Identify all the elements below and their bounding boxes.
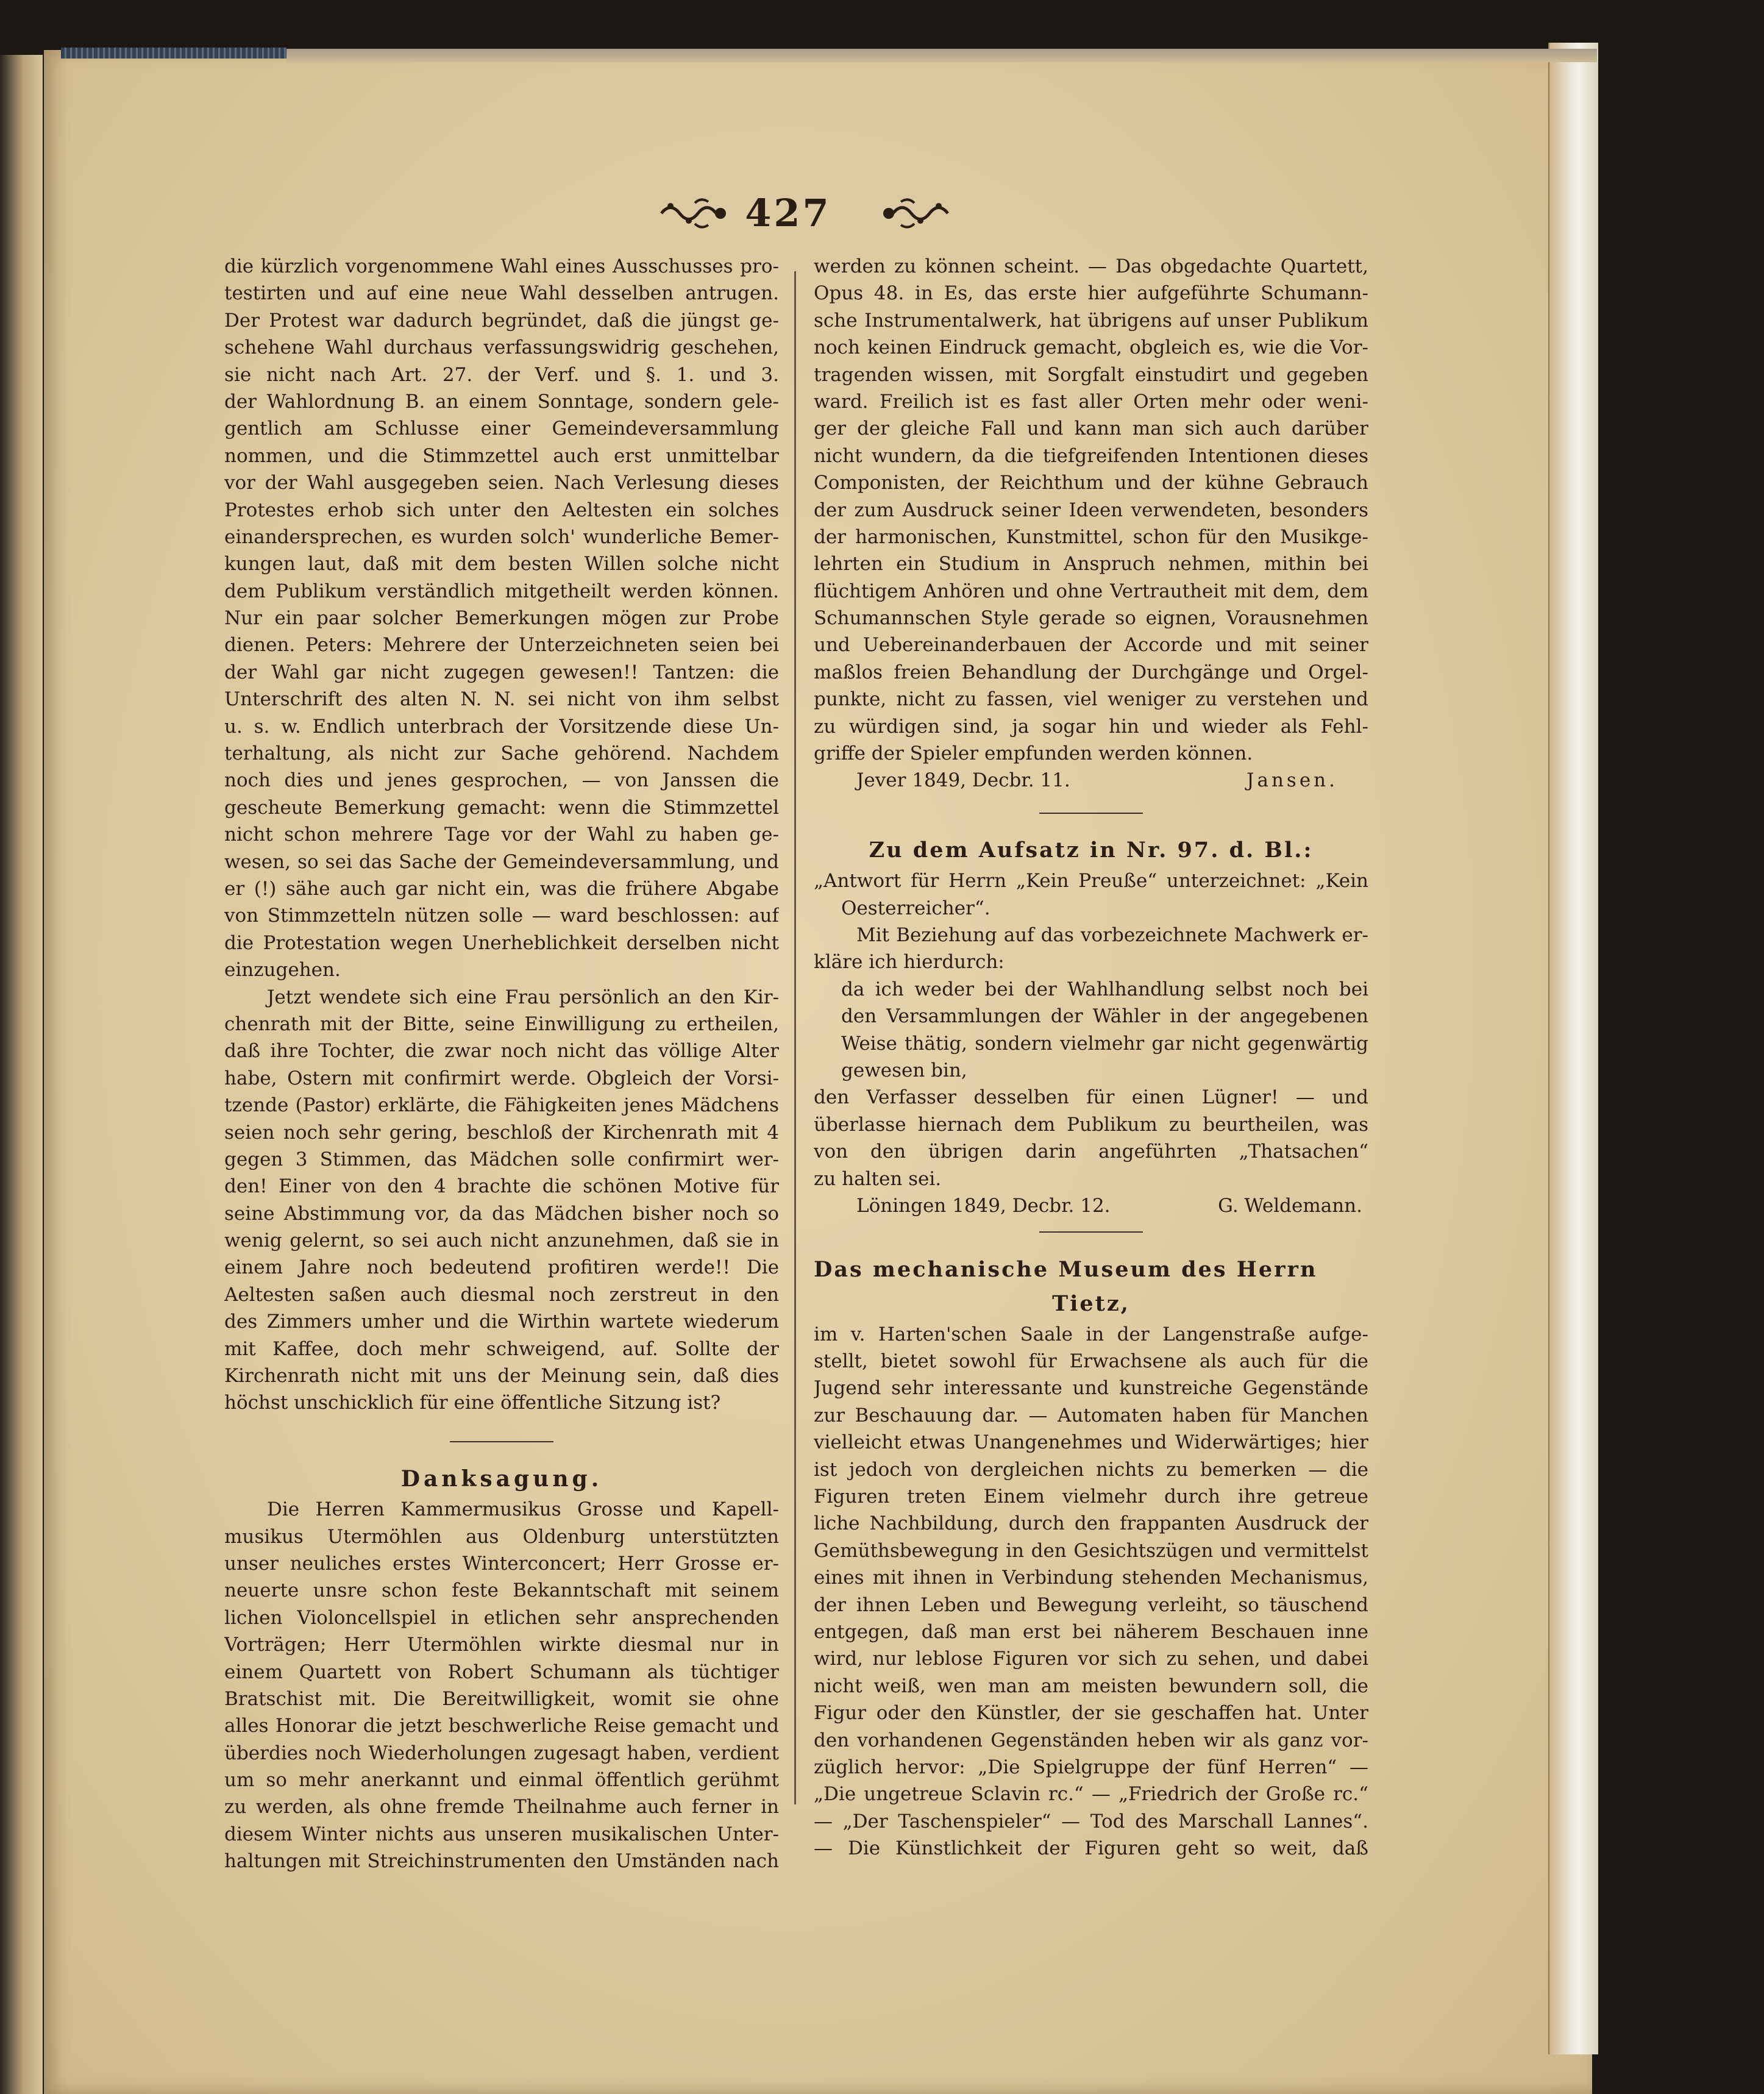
text-line: Figur oder den Künstler, der sie geschaffen hat. Unter [814, 1702, 1368, 1725]
text-line: den Versammlungen der Wähler in der angegebenen [841, 1005, 1368, 1028]
text-line: schehene Wahl durchaus verfassungswidrig geschehen, [224, 337, 779, 359]
ornament-right-icon [881, 196, 951, 231]
text-line: Jugend sehr interessante und kunstreiche Gegenstände [814, 1377, 1368, 1400]
text-line: dienen. Peters: Mehrere der Unterzeichneten seien bei [224, 634, 779, 657]
text-line: maßlos freien Behandlung der Durchgänge und Orgel- [814, 661, 1368, 683]
text-line: wesen, so sei das Sache der Gemeindeversammlung, und [224, 850, 779, 873]
page-number: 427 [745, 191, 831, 235]
text-line: — „Der Taschenspieler“ — Tod des Marschall Lannes“. [814, 1810, 1368, 1832]
text-line: zur Beschauung dar. — Automaten haben für Manchen [814, 1404, 1368, 1426]
text-line: der harmonischen, Kunstmittel, schon für den Musikge- [814, 525, 1368, 548]
text-line: der Wahl gar nicht zugegen gewesen!! Tantzen: die [224, 661, 779, 683]
text-line: gewesen bin, [841, 1059, 967, 1081]
signature-line [814, 1192, 1368, 1219]
author-name: Jansen. [1247, 769, 1338, 792]
text-line: habe, Ostern mit confirmirt werde. Obgleich der Vorsi- [224, 1067, 779, 1089]
text-line: Vorträgen; Herr Utermöhlen wirkte diesmal nur in [224, 1634, 779, 1656]
text-line: Protestes erhob sich unter den Aeltesten ein solches [224, 499, 779, 521]
text-line: testirten und auf eine neue Wahl desselben antrugen. [224, 282, 779, 305]
text-line: „Die ungetreue Sclavin rc.“ — „Friedrich der Große rc.“ [814, 1783, 1368, 1806]
text-line: Der Protest war dadurch begründet, daß die jüngst ge- [224, 309, 779, 332]
text-line: terhaltung, als nicht zur Sache gehörend. Nachdem [224, 743, 779, 765]
text-line: gescheute Bemerkung gemacht: wenn die Stimmzettel [224, 796, 779, 819]
article-paragraph [224, 984, 779, 1417]
section-divider [814, 1219, 1368, 1246]
text-line: einzugehen. [224, 959, 341, 981]
text-line: seien noch sehr gering, beschloß der Kirchenrath mit 4 [224, 1121, 779, 1144]
reply-heading: Zu dem Aufsatz in Nr. 97. d. Bl.: [869, 838, 1314, 863]
text-line: zu würdigen sind, ja sogar hin und wieder als Fehl- [814, 715, 1368, 738]
text-line: vor der Wahl ausgegeben seien. Nach Verlesung dieses [224, 472, 779, 494]
text-line: dem Publikum verständlich mitgetheilt werden können. [224, 580, 779, 602]
text-line: sie nicht nach Art. 27. der Verf. und §. 1. und 3. [224, 363, 779, 386]
text-line: von Stimmzetteln nützen solle — ward beschlossen: auf [224, 905, 779, 927]
text-line: noch keinen Eindruck gemacht, obgleich es, wie die Vor- [814, 337, 1368, 359]
text-line: musikus Utermöhlen aus Oldenburg unterstützten [224, 1525, 779, 1548]
place-date: Löningen 1849, Decbr. 12. [856, 1194, 1111, 1217]
author-name: G. Weldemann. [1218, 1194, 1362, 1217]
text-line: ist jedoch von dergleichen nichts zu bemerken — die [814, 1458, 1368, 1481]
text-line: sche Instrumentalwerk, hat übrigens auf unser Publikum [814, 309, 1368, 332]
text-line: lichen Violoncellspiel in etlichen sehr ansprechenden [224, 1606, 779, 1629]
text-line: alles Honorar die jetzt beschwerliche Reise gemacht und [224, 1715, 779, 1737]
text-line: vielleicht etwas Unangenehmes und Widerwärtiges; hier [814, 1431, 1368, 1454]
danksagung-heading: Danksagung. [400, 1466, 603, 1492]
text-line: punkte, nicht zu fassen, viel weniger zu verstehen und [814, 688, 1368, 711]
reply-closing [814, 1084, 1368, 1192]
text-line: einandersprechen, es wurden solch' wunderliche Bemer- [224, 525, 779, 548]
section-divider [814, 800, 1368, 827]
place-date: Jever 1849, Decbr. 11. [856, 769, 1070, 792]
column-divider [794, 271, 796, 1804]
text-line: stellt, bietet sowohl für Erwachsene als auch für die [814, 1350, 1368, 1373]
text-line: überlasse hiernach dem Publikum zu beurtheilen, was [814, 1113, 1368, 1136]
text-line: des Zimmers umher und die Wirthin wartete wiederum [224, 1311, 779, 1333]
text-line: chenrath mit der Bitte, seine Einwilligung zu ertheilen, [224, 1013, 779, 1035]
text-line: daß ihre Tochter, die zwar noch nicht das völlige Alter [224, 1040, 779, 1063]
text-line: und Uebereinanderbauen der Accorde und mit seiner [814, 634, 1368, 657]
text-line: einem Quartett von Robert Schumann als tüchtiger [224, 1661, 779, 1683]
text-line: Gemüthsbewegung in den Gesichtszügen und vermittelst [814, 1539, 1368, 1562]
text-line: neuerte unsre schon feste Bekanntschaft mit seinem [224, 1579, 779, 1602]
text-line: kläre ich hierdurch: [814, 951, 1005, 974]
reply-intro [814, 922, 1368, 976]
reply-quote [814, 867, 1368, 922]
text-line: den Verfasser desselben für einen Lügner! — und [814, 1086, 1368, 1109]
text-line: der ihnen Leben und Bewegung verleiht, so täuschend [814, 1594, 1368, 1616]
binding-strip [61, 48, 286, 59]
text-line: im v. Harten'schen Saale in der Langenstraße aufge- [814, 1323, 1368, 1345]
text-line: Kirchenrath nicht mit uns der Meinung sein, daß dies [224, 1365, 779, 1387]
text-line: eines mit ihnen in Verbindung stehenden Mechanismus, [814, 1567, 1368, 1589]
text-line: überdies noch Wiederholungen zugesagt haben, verdient [224, 1742, 779, 1764]
museum-text [814, 1321, 1368, 1862]
museum-heading: Das mechanische Museum des Herrn [814, 1256, 1318, 1282]
text-line: der Wahlordnung B. an einem Sonntage, sondern gele- [224, 390, 779, 413]
right-column [814, 253, 1368, 1862]
text-line: Opus 48. in Es, das erste hier aufgeführte Schumann- [814, 282, 1368, 305]
text-line: gentlich am Schlusse einer Gemeindeversammlung [224, 418, 779, 440]
text-line: lehrten ein Studium in Anspruch nehmen, mithin bei [814, 553, 1368, 575]
text-line: er (!) sähe auch gar nicht ein, was die frühere Abgabe [224, 877, 779, 900]
museum-heading-line2: Tietz, [1052, 1291, 1130, 1316]
text-line: da ich weder bei der Wahlhandlung selbst noch bei [841, 978, 1368, 1000]
text-line: unser neuliches erstes Winterconcert; Herr Grosse er- [224, 1552, 779, 1575]
text-line: u. s. w. Endlich unterbrach der Vorsitzende diese Un- [224, 715, 779, 738]
text-line: Figuren treten Einem vielmehr durch ihre getreue [814, 1486, 1368, 1508]
text-line: Weise thätig, sondern vielmehr gar nicht gegenwärtig [841, 1032, 1368, 1055]
text-line: werden zu können scheint. — Das obgedachte Quartett, [814, 255, 1368, 277]
text-line: der zum Ausdruck seiner Ideen verwendeten, besonders [814, 499, 1368, 521]
text-line: diesem Winter nichts aus unseren musikalischen Unter- [224, 1823, 779, 1845]
text-line: mit Kaffee, doch mehr schweigend, auf. Sollte der [224, 1337, 779, 1360]
text-line: züglich hervor: „Die Spielgruppe der fünf Herren“ — [814, 1756, 1368, 1778]
text-line: nicht schon mehrere Tage vor der Wahl zu haben ge- [224, 824, 779, 846]
text-line: um so mehr anerkannt und einmal öffentlich gerühmt [224, 1769, 779, 1792]
text-line: Aeltesten saßen auch diesmal noch zerstreut in den [224, 1283, 779, 1306]
text-line: die Protestation wegen Unerheblichkeit derselben nicht [224, 931, 779, 954]
article-paragraph [814, 253, 1368, 767]
text-line: entgegen, daß man erst bei näherem Beschauen inne [814, 1620, 1368, 1643]
text-line: tzende (Pastor) erklärte, die Fähigkeiten jenes Mädchens [224, 1094, 779, 1117]
text-line: — Die Künstlichkeit der Figuren geht so weit, daß [814, 1837, 1368, 1860]
left-column [224, 253, 779, 1875]
text-line: flüchtigem Anhören und ohne Vertrautheit mit dem, dem [814, 580, 1368, 602]
text-line: Schumannschen Style gerade so eignen, Vorausnehmen [814, 607, 1368, 630]
text-line: wird, nur leblose Figuren vor sich zu sehen, und dabei [814, 1648, 1368, 1670]
text-line: seine Abstimmung vor, da das Mädchen bisher noch so [224, 1202, 779, 1225]
text-line: Nur ein paar solcher Bemerkungen mögen zur Probe [224, 607, 779, 630]
section-divider [224, 1429, 779, 1456]
text-line: Die Herren Kammermusikus Grosse und Kapell- [267, 1498, 779, 1521]
text-line: nicht wundern, da die tiefgreifenden Intentionen dieses [814, 444, 1368, 467]
ornament-left-icon [658, 196, 728, 231]
text-line: kungen laut, daß mit dem besten Willen solche nicht [224, 553, 779, 575]
text-line: ger der gleiche Fall und kann man sich auch darüber [814, 418, 1368, 440]
text-line: tragenden wissen, mit Sorgfalt einstudirt und gegeben [814, 363, 1368, 386]
text-line: haltungen mit Streichinstrumenten den Umständen nach [224, 1850, 779, 1873]
text-line: ward. Freilich ist es fast aller Orten mehr oder weni- [814, 390, 1368, 413]
text-line: nicht weiß, wen man am meisten bewundern soll, die [814, 1675, 1368, 1697]
text-line: Componisten, der Reichthum und der kühne Gebrauch [814, 472, 1368, 494]
reply-indented [814, 976, 1368, 1084]
text-line: den vorhandenen Gegenständen heben wir als ganz vor- [814, 1729, 1368, 1751]
text-line: gegen 3 Stimmen, das Mädchen solle confirmirt wer- [224, 1148, 779, 1170]
text-line: Mit Beziehung auf das vorbezeichnete Machwerk er- [856, 924, 1368, 946]
text-line: einem Jahre noch bedeutend profitiren werde!! Die [224, 1256, 779, 1279]
page-top-edge [286, 49, 1597, 62]
danksagung-text [224, 1496, 779, 1875]
text-line: zu werden, als ohne fremde Theilnahme auch ferner in [224, 1796, 779, 1818]
text-line: nommen, und die Stimmzettel auch erst unmittelbar [224, 444, 779, 467]
text-line: den! Einer von den 4 brachte die schönen Motive für [224, 1175, 779, 1198]
text-line: die kürzlich vorgenommene Wahl eines Ausschusses pro- [224, 255, 779, 277]
text-line: „Antwort für Herrn „Kein Preuße“ unterzeichnet: „Kein [814, 870, 1368, 892]
text-line: von den übrigen darin angeführten „Thatsachen“ [814, 1141, 1368, 1163]
text-line: zu halten sei. [814, 1167, 942, 1190]
text-line: Unterschrift des alten N. N. sei nicht von ihm selbst [224, 688, 779, 711]
page-header [0, 186, 1764, 241]
text-line: griffe der Spieler empfunden werden können. [814, 743, 1253, 765]
article-paragraph [224, 253, 779, 984]
text-line: liche Nachbildung, durch den frappanten Ausdruck der [814, 1512, 1368, 1535]
text-line: höchst unschicklich für eine öffentliche Sitzung ist? [224, 1392, 721, 1414]
left-page-edge [0, 55, 43, 2094]
text-line: Jetzt wendete sich eine Frau persönlich an den Kir- [267, 986, 779, 1008]
text-line: noch dies und jenes gesprochen, — von Janssen die [224, 769, 779, 792]
text-line: Bratschist mit. Die Bereitwilligkeit, womit sie ohne [224, 1687, 779, 1710]
text-line: wenig gelernt, so sei auch nicht anzunehmen, daß sie in [224, 1230, 779, 1252]
signature-line [814, 767, 1368, 794]
text-line: Oesterreicher“. [841, 897, 990, 919]
page-stack-edge [1548, 43, 1598, 2054]
